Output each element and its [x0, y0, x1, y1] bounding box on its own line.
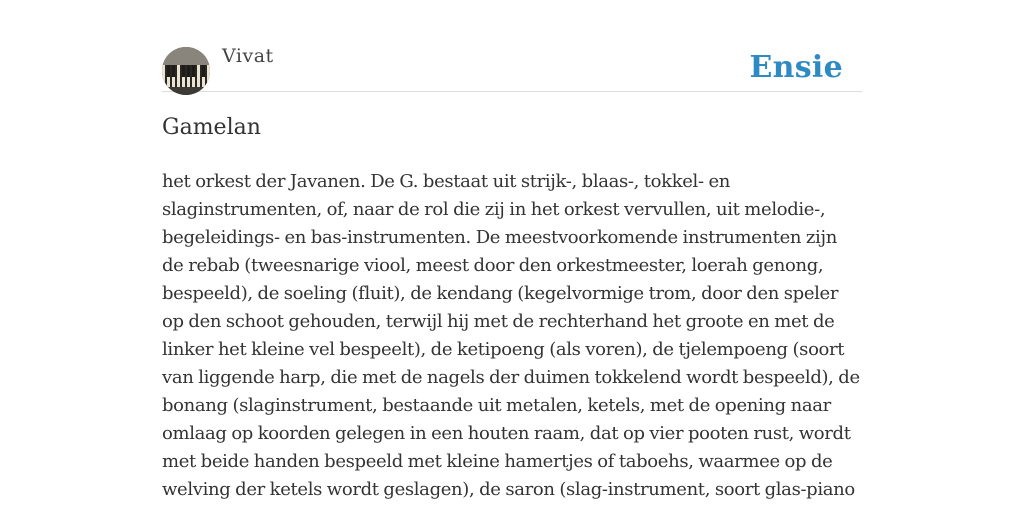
avatar[interactable]	[162, 47, 210, 95]
piano-keys-avatar-icon	[162, 47, 210, 95]
page	[162, 0, 862, 512]
entry-body: het orkest der Javanen. De G. bestaat uit strijk-, blaas-, tokkel- en slaginstrumenten, of, naar de rol die zij in het orkest vervullen, uit melodie-, begeleidings- en bas-instrumenten. De meestvoorkomende instrumenten zijn de rebab (tweesnarige viool, meest door den orkestmeester, loerah genong, bespeeld), de soeling (fluit), de kendang (kegelvormige trom, door den speler op den schoot gehouden, terwijl hij met de rechterhand het groote en met de linker het kleine vel bespeelt), de ketipoeng (als voren), de tjelempoeng (soort van liggende harp, die met de nagels der duimen tokkelend wordt bespeeld), de bonang (slaginstrument, bestaande uit metalen, ketels, met de opening naar omlaag op koorden gelegen in een houten raam, dat op vier pooten rust, wordt met beide handen bespeeld met kleine hamertjes of taboehs, waarmee op de welving der ketels wordt geslagen), de saron (slag-instrument, soort glas-piano	[162, 171, 860, 500]
header	[162, 0, 862, 92]
entry-title: Gamelan	[162, 115, 261, 140]
brand-logo[interactable]: Ensie	[749, 50, 843, 85]
author-name[interactable]: Vivat	[222, 45, 274, 67]
